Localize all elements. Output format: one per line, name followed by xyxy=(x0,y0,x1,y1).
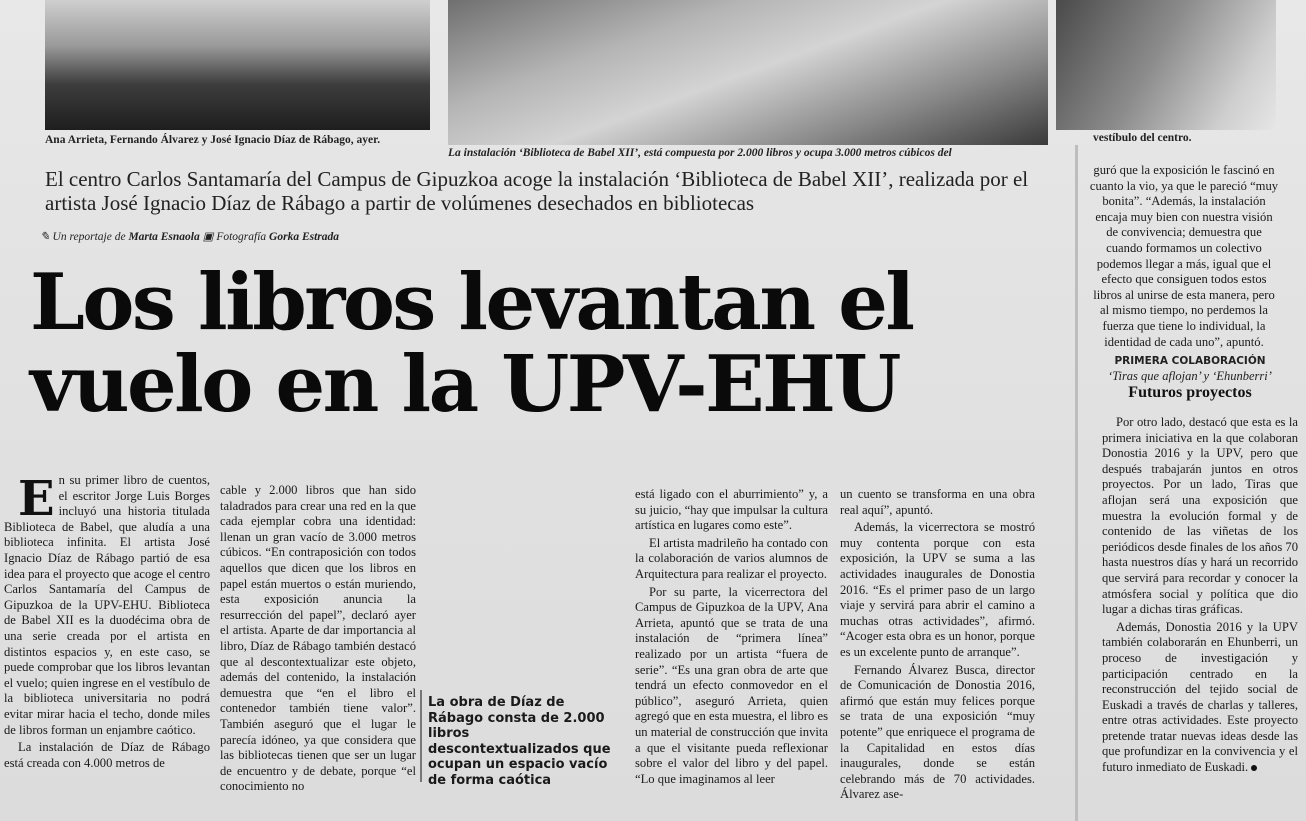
body-paragraph: n su primer libro de cuentos, el escritor Jorge Luis Borges incluyó una historia titulada Biblioteca de Babel, que aludía a una biblioteca infinita. El artista José Ignacio Díaz de Rábago partió de esa idea para el proyecto que acoge el centro Carlos Santamaría del Campus de Gipuzkoa de la UPV-EHU. Biblioteca de Babel XII es la duodécima obra de una serie creada por el artista en distintos espacios y, en este caso, se puede comprobar que los libros levantan el vuelo; quien ingrese en el vestíbulo de la biblioteca universitaria no podrá evitar mirar hacia el techo, donde miles de libros forman un enjambre caótico. xyxy=(4,473,210,737)
sidebar-title: Futuros proyectos xyxy=(1128,384,1252,401)
sidebar-top-text xyxy=(1088,163,1280,349)
article-deck: El centro Carlos Santamaría del Campus de Gipuzkoa acoge la instalación ‘Biblioteca de Babel XII’, realizada por el artista José Ignacio Díaz de Rábago a partir de volúmenes desechados en bibliotecas xyxy=(45,167,1029,215)
pullquote-rule xyxy=(420,690,422,782)
sidebar-paragraph: guró que la exposición le fascinó en cuanto la vio, ya que le pareció “muy bonita”. “Además, la instalación encaja muy bien con nuestra visión de convivencia; demuestra que cuando formamos un colectivo podemos llegar a más, igual que el efecto que consiguen todos estos libros al unirse de esta manera, pero al mismo tiempo, no perdemos la fuerza que tiene lo individual, la identidad de cada uno”, apuntó. xyxy=(1089,163,1279,349)
end-mark-icon xyxy=(1251,765,1257,771)
body-paragraph: está ligado con el aburrimiento” y, a su juicio, “hay que impulsar la cultura artística en lugares como este”. xyxy=(635,487,828,533)
body-paragraph: cable y 2.000 libros que han sido taladrados para crear una red en la que cada ejemplar cobra una identidad: llenan un gran vacío de 3.000 metros cúbicos. “En contraposición con todos aquellos que dicen que los libros en papel están muertos o están muriendo, esta exposición anuncia la resurrección del papel”, declaró ayer el artista. Aparte de dar importancia al libro, Díaz de Rábago también destacó que al descontextualizar este objeto, además del contenido, la instalación demuestra que “en el libro el contenedor también tiene valor”. También aseguró que el lugar le parecía idóneo, ya que considera que las bibliotecas tienen que ser un lugar de encuentro y de debate, porque “el conocimiento no xyxy=(220,483,416,794)
sidebar-paragraph-text: Además, Donostia 2016 y la UPV también colaborarán en Ehunberri, un proceso de investigación y participación centrado en la reconstrucción del tejido social de Euskadi a través de charlas y talleres, entre otras actividades. Este proyecto pretende tratar nuevas ideas desde las que profundizar en la convivencia y el futuro inmediato de Euskadi. xyxy=(1102,619,1298,775)
pullquote: La obra de Díaz de Rábago consta de 2.000 libros descontextualizados que ocupan un espacio vacío de forma caótica xyxy=(428,695,611,788)
byline-photo-prefix: Fotografía xyxy=(216,231,267,243)
body-paragraph: El artista madrileño ha contado con la colaboración de varios alumnos de Arquitectura para realizar el proyecto. xyxy=(635,535,828,581)
installation-photo xyxy=(448,0,1048,145)
sidebar-subtitle: ‘Tiras que aflojan’ y ‘Ehunberri’ xyxy=(1108,369,1272,383)
pen-icon: ✎ xyxy=(40,231,50,243)
body-paragraph: La instalación de Díaz de Rábago está creada con 4.000 metros de xyxy=(4,740,210,770)
byline xyxy=(40,229,339,243)
body-paragraph: Por su parte, la vicerrectora del Campus de Gipuzkoa de la UPV, Ana Arrieta, apuntó que se trata de una instalación de “primera línea” realizado por un artista “fuera de serie”. “Es una gran obra de arte que tendrá un efecto conmovedor en el público”, aseguró Arrieta, quien agregó que en esta muestra, el libro es un material de construcción que invita a que el visitante pueda reflexionar sobre el valor del libro y del papel. “Lo que imaginamos al leer xyxy=(635,584,828,786)
vestibule-photo xyxy=(1056,0,1276,130)
headline: Los libros levantan el vuelo en la UPV-EHU xyxy=(30,257,913,430)
event-photo xyxy=(45,0,430,130)
drop-cap: E xyxy=(18,471,55,527)
body-paragraph: Además, la vicerrectora se mostró muy contenta porque con esta exposición, la UPV se suma a las actividades inaugurales de Donostia 2016. “Es el primer paso de un largo viaje y servirá para abrir el camino a muchas otras actividades”, afirmó. “Acoger esta obra es un honor, porque es un excelente punto de arranque”. xyxy=(840,520,1035,659)
column-divider xyxy=(1075,145,1078,821)
body-paragraph: Fernando Álvarez Busca, director de Comunicación de Donostia 2016, afirmó que están muy felices porque se trata de una exposición “muy potente” que enriquece el programa de la Capitalidad en estos días inaugurales, donde se están celebrando más de 70 actividades. Álvarez ase- xyxy=(840,662,1035,802)
sidebar-kicker: PRIMERA COLABORACIÓN xyxy=(1114,355,1266,367)
sidebar-body xyxy=(1102,415,1298,775)
sidebar-paragraph xyxy=(1102,620,1298,776)
body-column-2 xyxy=(220,483,416,813)
photo2-caption: La instalación ‘Biblioteca de Babel XII’, está compuesta por 2.000 libros y ocupa 3.000 metros cúbicos del xyxy=(448,147,952,159)
byline-reporter: Marta Esnaola xyxy=(128,231,200,243)
body-paragraph: un cuento se transforma en una obra real aquí”, apuntó. xyxy=(840,487,1035,517)
body-column-3 xyxy=(635,487,828,813)
photo1-caption: Ana Arrieta, Fernando Álvarez y José Ignacio Díaz de Rábago, ayer. xyxy=(45,134,381,146)
byline-report-prefix: Un reportaje de xyxy=(52,231,126,243)
body-column-4 xyxy=(840,487,1035,813)
camera-icon: ▣ xyxy=(202,231,214,243)
byline-photographer: Gorka Estrada xyxy=(269,231,340,243)
sidebar-paragraph: Por otro lado, destacó que esta es la primera iniciativa en la que colaboran Donostia 2016 y la UPV, pero que después trabajarán juntos en otros proyectos. Por un lado, Tiras que aflojan será una exposición que muestra la evolución formal y de contenido de las viñetas de los periódicos desde finales de los años 70 hasta nuestros días y hará un recorrido que servirá para recordar y conocer la atmósfera social y política que dio lugar a dichas tiras gráficas. xyxy=(1102,415,1298,617)
body-column-1 xyxy=(4,473,210,813)
photo3-caption: vestíbulo del centro. xyxy=(1093,132,1192,144)
